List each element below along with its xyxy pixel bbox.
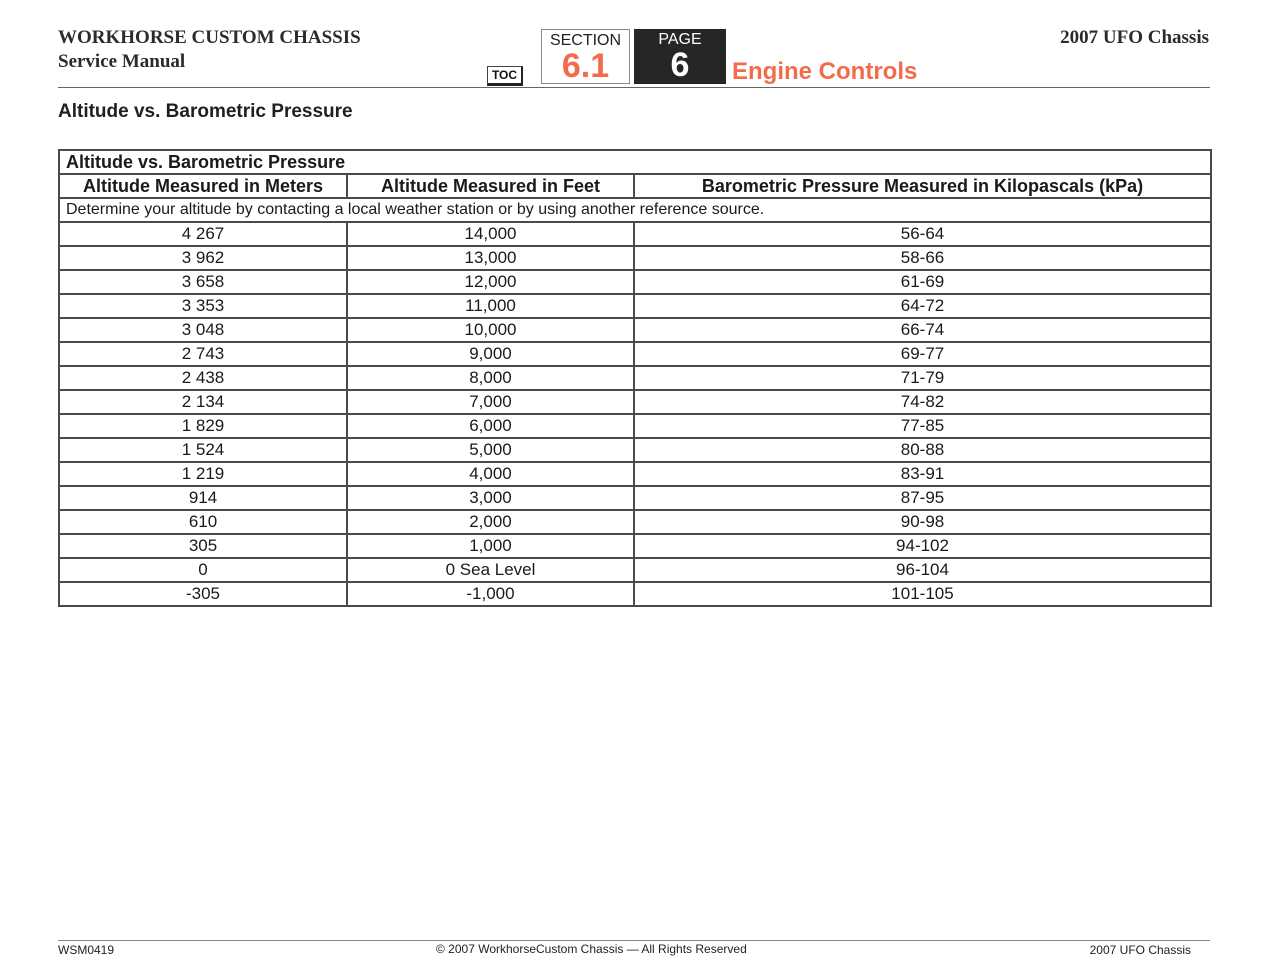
table-note-row: [59, 198, 1211, 222]
table-header-row: [59, 174, 1211, 198]
cell-meters: 3 962: [59, 246, 347, 270]
section-number: 6.1: [561, 47, 610, 85]
cell-meters: 3 048: [59, 318, 347, 342]
table-row: [59, 510, 1211, 534]
toc-button[interactable]: TOC: [487, 66, 523, 86]
cell-feet: 10,000: [347, 318, 634, 342]
cell-kpa: 74-82: [634, 390, 1211, 414]
cell-meters: 1 219: [59, 462, 347, 486]
cell-meters: 3 353: [59, 294, 347, 318]
cell-meters: -305: [59, 582, 347, 606]
altitude-pressure-table: [58, 149, 1212, 607]
table-row: [59, 294, 1211, 318]
table-row: [59, 366, 1211, 390]
header-divider: [58, 87, 1210, 88]
manual-subtitle: Service Manual: [58, 51, 186, 72]
table-row: [59, 438, 1211, 462]
cell-kpa: 90-98: [634, 510, 1211, 534]
section-indicator: [541, 29, 630, 84]
table-row: [59, 414, 1211, 438]
table-row: [59, 390, 1211, 414]
copyright-notice: © 2007 WorkhorseCustom Chassis — All Rights Reserved: [436, 942, 747, 956]
table-row: [59, 582, 1211, 606]
table-row: [59, 246, 1211, 270]
cell-feet: 4,000: [347, 462, 634, 486]
footer-divider: [58, 940, 1210, 941]
table-row: [59, 486, 1211, 510]
model-name-footer: 2007 UFO Chassis: [1089, 943, 1191, 957]
cell-feet: 9,000: [347, 342, 634, 366]
cell-meters: 914: [59, 486, 347, 510]
cell-feet: 2,000: [347, 510, 634, 534]
cell-feet: 3,000: [347, 486, 634, 510]
cell-kpa: 87-95: [634, 486, 1211, 510]
cell-feet: 6,000: [347, 414, 634, 438]
table-row: [59, 462, 1211, 486]
cell-meters: 1 829: [59, 414, 347, 438]
model-name-header: 2007 UFO Chassis: [1060, 27, 1209, 48]
cell-kpa: 66-74: [634, 318, 1211, 342]
brand-name: WORKHORSE CUSTOM CHASSIS: [58, 27, 361, 48]
cell-meters: 305: [59, 534, 347, 558]
cell-kpa: 56-64: [634, 222, 1211, 246]
page-heading: Altitude vs. Barometric Pressure: [58, 101, 353, 122]
cell-feet: 5,000: [347, 438, 634, 462]
cell-meters: 3 658: [59, 270, 347, 294]
cell-meters: 0: [59, 558, 347, 582]
cell-kpa: 77-85: [634, 414, 1211, 438]
table-row: [59, 534, 1211, 558]
column-header-kpa: Barometric Pressure Measured in Kilopascals (kPa): [634, 174, 1211, 198]
cell-kpa: 61-69: [634, 270, 1211, 294]
cell-feet: 13,000: [347, 246, 634, 270]
cell-meters: 1 524: [59, 438, 347, 462]
column-header-feet: Altitude Measured in Feet: [347, 174, 634, 198]
cell-feet: 7,000: [347, 390, 634, 414]
cell-feet: 12,000: [347, 270, 634, 294]
cell-kpa: 64-72: [634, 294, 1211, 318]
table-row: [59, 318, 1211, 342]
cell-feet: 8,000: [347, 366, 634, 390]
table-row: [59, 270, 1211, 294]
cell-feet: 14,000: [347, 222, 634, 246]
table-row: [59, 558, 1211, 582]
cell-kpa: 80-88: [634, 438, 1211, 462]
cell-feet: 0 Sea Level: [347, 558, 634, 582]
page-number: 6: [670, 46, 690, 84]
table-row: [59, 222, 1211, 246]
cell-kpa: 69-77: [634, 342, 1211, 366]
table-row: [59, 342, 1211, 366]
cell-meters: 2 743: [59, 342, 347, 366]
cell-kpa: 58-66: [634, 246, 1211, 270]
cell-kpa: 96-104: [634, 558, 1211, 582]
table-body: [59, 222, 1211, 606]
chapter-title: Engine Controls: [732, 58, 918, 85]
cell-meters: 610: [59, 510, 347, 534]
section-label: SECTION: [549, 32, 622, 49]
document-id: WSM0419: [58, 943, 115, 957]
table-caption: Altitude vs. Barometric Pressure: [59, 150, 1211, 174]
cell-kpa: 94-102: [634, 534, 1211, 558]
page-label: PAGE: [658, 31, 702, 48]
table-caption-row: [59, 150, 1211, 174]
page-indicator: [634, 29, 726, 84]
cell-kpa: 101-105: [634, 582, 1211, 606]
cell-feet: 1,000: [347, 534, 634, 558]
cell-feet: 11,000: [347, 294, 634, 318]
cell-feet: -1,000: [347, 582, 634, 606]
cell-kpa: 83-91: [634, 462, 1211, 486]
cell-meters: 4 267: [59, 222, 347, 246]
cell-meters: 2 134: [59, 390, 347, 414]
cell-meters: 2 438: [59, 366, 347, 390]
table-note: Determine your altitude by contacting a local weather station or by using another reference source.: [59, 198, 1211, 222]
column-header-meters: Altitude Measured in Meters: [59, 174, 347, 198]
cell-kpa: 71-79: [634, 366, 1211, 390]
